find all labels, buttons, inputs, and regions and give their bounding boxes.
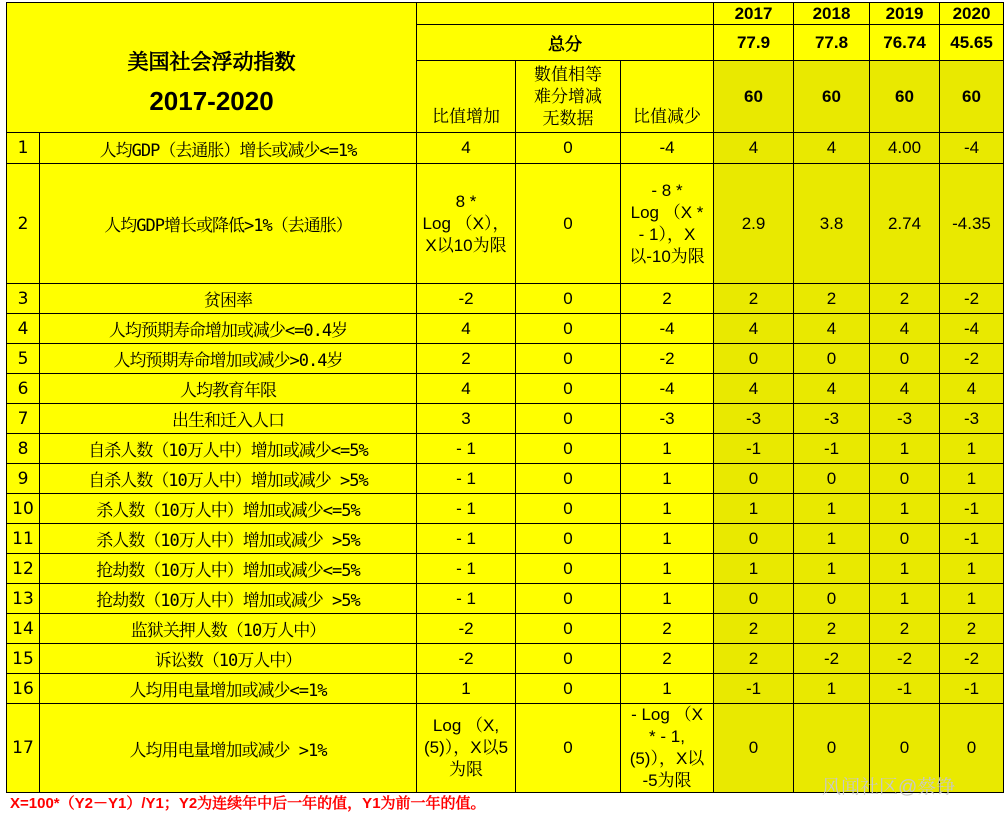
value-2020: 2: [940, 614, 1004, 644]
value-2018: 1: [794, 494, 870, 524]
indicator-name: 人均预期寿命增加或减少<=0.4岁: [40, 314, 417, 344]
score-decrease: 1: [621, 554, 714, 584]
total-2020: 45.65: [940, 25, 1004, 61]
value-2017: 1: [714, 494, 794, 524]
value-2018: 0: [794, 584, 870, 614]
table-row: [7, 344, 1004, 374]
value-2018: 1: [794, 674, 870, 704]
table-row: [7, 133, 1004, 164]
score-equal: 0: [516, 164, 621, 284]
value-2018: 0: [794, 344, 870, 374]
row-number: 4: [7, 314, 40, 344]
value-2019: 0: [870, 464, 940, 494]
indicator-name: 出生和迁入人口: [40, 404, 417, 434]
value-2018: 2: [794, 614, 870, 644]
table-title: [7, 3, 417, 133]
value-2018: -3: [794, 404, 870, 434]
row-number: 10: [7, 494, 40, 524]
table-row: [7, 584, 1004, 614]
indicator-name: 杀人数（10万人中）增加或减少 >5%: [40, 524, 417, 554]
row-number: 9: [7, 464, 40, 494]
value-2017: -1: [714, 674, 794, 704]
indicator-name: 人均用电量增加或减少 >1%: [40, 704, 417, 793]
score-decrease: 1: [621, 464, 714, 494]
score-decrease: -4: [621, 133, 714, 164]
value-2020: -4: [940, 133, 1004, 164]
baseline-2018: 60: [794, 61, 870, 133]
score-increase: -2: [417, 614, 516, 644]
score-decrease: 1: [621, 434, 714, 464]
value-2019: -3: [870, 404, 940, 434]
value-2020: -1: [940, 524, 1004, 554]
score-increase: - 1: [417, 554, 516, 584]
value-2019: 0: [870, 524, 940, 554]
value-2018: 0: [794, 704, 870, 793]
score-equal: 0: [516, 133, 621, 164]
year-2017: 2017: [714, 3, 794, 25]
value-2020: -2: [940, 644, 1004, 674]
indicator-name: 贫困率: [40, 284, 417, 314]
indicator-name: 诉讼数（10万人中）: [40, 644, 417, 674]
score-decrease: 1: [621, 494, 714, 524]
score-increase: - 1: [417, 584, 516, 614]
value-2018: -2: [794, 644, 870, 674]
row-number: 1: [7, 133, 40, 164]
value-2018: 4: [794, 133, 870, 164]
indicator-name: 人均GDP增长或降低>1%（去通胀）: [40, 164, 417, 284]
table-row: [7, 164, 1004, 284]
value-2018: 0: [794, 464, 870, 494]
value-2019: 4: [870, 314, 940, 344]
score-equal: 0: [516, 404, 621, 434]
value-2020: -1: [940, 674, 1004, 704]
watermark: 风闻社区@蔡铮: [822, 777, 956, 798]
indicator-name: 人均用电量增加或减少<=1%: [40, 674, 417, 704]
indicator-name: 杀人数（10万人中）增加或减少<=5%: [40, 494, 417, 524]
value-2017: -3: [714, 404, 794, 434]
row-number: 15: [7, 644, 40, 674]
row-number: 7: [7, 404, 40, 434]
indicator-name: 人均预期寿命增加或减少>0.4岁: [40, 344, 417, 374]
table-row: [7, 494, 1004, 524]
total-2017: 77.9: [714, 25, 794, 61]
score-increase: 3: [417, 404, 516, 434]
value-2017: 0: [714, 584, 794, 614]
title-years: 2017-2020: [149, 86, 274, 116]
score-decrease: -2: [621, 344, 714, 374]
index-table: [6, 2, 1004, 793]
score-equal: 0: [516, 674, 621, 704]
score-increase: -2: [417, 284, 516, 314]
score-increase: 4: [417, 374, 516, 404]
value-2019: 4: [870, 374, 940, 404]
value-2018: 1: [794, 554, 870, 584]
value-2017: 0: [714, 524, 794, 554]
value-2019: 2: [870, 284, 940, 314]
row-number: 8: [7, 434, 40, 464]
table-row: [7, 314, 1004, 344]
value-2018: 4: [794, 314, 870, 344]
value-2018: 3.8: [794, 164, 870, 284]
score-decrease: 1: [621, 584, 714, 614]
row-number: 11: [7, 524, 40, 554]
year-2020: 2020: [940, 3, 1004, 25]
table-row: [7, 374, 1004, 404]
total-label: 总分: [417, 25, 714, 61]
baseline-2019: 60: [870, 61, 940, 133]
score-equal: 0: [516, 314, 621, 344]
score-increase: 1: [417, 674, 516, 704]
value-2019: 0: [870, 704, 940, 793]
score-decrease: -4: [621, 374, 714, 404]
footnote: X=100*（Y2－Y1）/Y1；Y2为连续年中后一年的值，Y1为前一年的值。: [10, 795, 486, 812]
year-2018: 2018: [794, 3, 870, 25]
value-2020: 1: [940, 464, 1004, 494]
table-row: [7, 434, 1004, 464]
score-increase: 8 * Log （X）， X以10为限: [417, 164, 516, 284]
indicator-name: 人均教育年限: [40, 374, 417, 404]
score-equal: 0: [516, 434, 621, 464]
table-row: [7, 674, 1004, 704]
table-row: [7, 464, 1004, 494]
value-2019: 1: [870, 434, 940, 464]
score-decrease: -3: [621, 404, 714, 434]
col-header-increase: 比值增加: [417, 61, 516, 133]
value-2019: -1: [870, 674, 940, 704]
value-2019: 0: [870, 344, 940, 374]
value-2020: -2: [940, 284, 1004, 314]
row-number: 13: [7, 584, 40, 614]
value-2018: 1: [794, 524, 870, 554]
value-2020: -2: [940, 344, 1004, 374]
total-2018: 77.8: [794, 25, 870, 61]
value-2019: 4.00: [870, 133, 940, 164]
table-row: [7, 524, 1004, 554]
row-number: 5: [7, 344, 40, 374]
value-2017: 2: [714, 614, 794, 644]
indicator-name: 人均GDP（去通胀）增长或减少<=1%: [40, 133, 417, 164]
value-2020: -4.35: [940, 164, 1004, 284]
value-2019: 2.74: [870, 164, 940, 284]
value-2017: 4: [714, 133, 794, 164]
value-2019: -2: [870, 644, 940, 674]
value-2020: 1: [940, 584, 1004, 614]
row-number: 3: [7, 284, 40, 314]
value-2019: 1: [870, 494, 940, 524]
indicator-rows: [7, 133, 1004, 793]
value-2017: -1: [714, 434, 794, 464]
score-decrease: - Log （X * - 1, (5)），X以 -5为限: [621, 704, 714, 793]
header-blank: [417, 3, 714, 25]
score-increase: - 1: [417, 464, 516, 494]
row-number: 17: [7, 704, 40, 793]
score-increase: 4: [417, 314, 516, 344]
score-equal: 0: [516, 284, 621, 314]
value-2017: 2: [714, 284, 794, 314]
indicator-name: 监狱关押人数（10万人中）: [40, 614, 417, 644]
table-row: [7, 554, 1004, 584]
baseline-2017: 60: [714, 61, 794, 133]
value-2020: 1: [940, 554, 1004, 584]
value-2017: 4: [714, 374, 794, 404]
indicator-name: 抢劫数（10万人中）增加或减少<=5%: [40, 554, 417, 584]
value-2020: -3: [940, 404, 1004, 434]
value-2020: 0: [940, 704, 1004, 793]
value-2018: -1: [794, 434, 870, 464]
row-number: 2: [7, 164, 40, 284]
score-decrease: 1: [621, 524, 714, 554]
baseline-2020: 60: [940, 61, 1004, 133]
value-2018: 4: [794, 374, 870, 404]
row-number: 14: [7, 614, 40, 644]
year-2019: 2019: [870, 3, 940, 25]
score-equal: 0: [516, 554, 621, 584]
value-2017: 4: [714, 314, 794, 344]
score-decrease: - 8 * Log （X * - 1），X 以-10为限: [621, 164, 714, 284]
value-2019: 1: [870, 554, 940, 584]
value-2017: 0: [714, 704, 794, 793]
col-header-decrease: 比值减少: [621, 61, 714, 133]
col-header-equal: 數值相等 难分增减 无数据: [516, 61, 621, 133]
score-equal: 0: [516, 704, 621, 793]
value-2020: -1: [940, 494, 1004, 524]
value-2017: 0: [714, 344, 794, 374]
value-2019: 1: [870, 584, 940, 614]
score-increase: - 1: [417, 434, 516, 464]
table-row: [7, 614, 1004, 644]
value-2017: 1: [714, 554, 794, 584]
score-equal: 0: [516, 464, 621, 494]
total-2019: 76.74: [870, 25, 940, 61]
score-decrease: -4: [621, 314, 714, 344]
score-decrease: 2: [621, 284, 714, 314]
table-row: [7, 284, 1004, 314]
score-equal: 0: [516, 524, 621, 554]
value-2017: 0: [714, 464, 794, 494]
value-2020: 4: [940, 374, 1004, 404]
table-row: [7, 404, 1004, 434]
score-increase: - 1: [417, 524, 516, 554]
score-increase: - 1: [417, 494, 516, 524]
score-increase: 4: [417, 133, 516, 164]
indicator-name: 自杀人数（10万人中）增加或减少 >5%: [40, 464, 417, 494]
score-equal: 0: [516, 494, 621, 524]
score-increase: -2: [417, 644, 516, 674]
score-equal: 0: [516, 614, 621, 644]
row-number: 12: [7, 554, 40, 584]
value-2019: 2: [870, 614, 940, 644]
score-equal: 0: [516, 584, 621, 614]
value-2017: 2.9: [714, 164, 794, 284]
value-2017: 2: [714, 644, 794, 674]
title-line1: 美国社会浮动指数: [127, 51, 296, 74]
score-decrease: 1: [621, 674, 714, 704]
score-decrease: 2: [621, 614, 714, 644]
score-increase: 2: [417, 344, 516, 374]
value-2020: 1: [940, 434, 1004, 464]
score-equal: 0: [516, 344, 621, 374]
table-row: [7, 644, 1004, 674]
value-2018: 2: [794, 284, 870, 314]
score-increase: Log （X, (5)），X以5 为限: [417, 704, 516, 793]
score-equal: 0: [516, 374, 621, 404]
score-equal: 0: [516, 644, 621, 674]
row-number: 6: [7, 374, 40, 404]
value-2020: -4: [940, 314, 1004, 344]
indicator-name: 自杀人数（10万人中）增加或减少<=5%: [40, 434, 417, 464]
row-number: 16: [7, 674, 40, 704]
indicator-name: 抢劫数（10万人中）增加或减少 >5%: [40, 584, 417, 614]
score-decrease: 2: [621, 644, 714, 674]
